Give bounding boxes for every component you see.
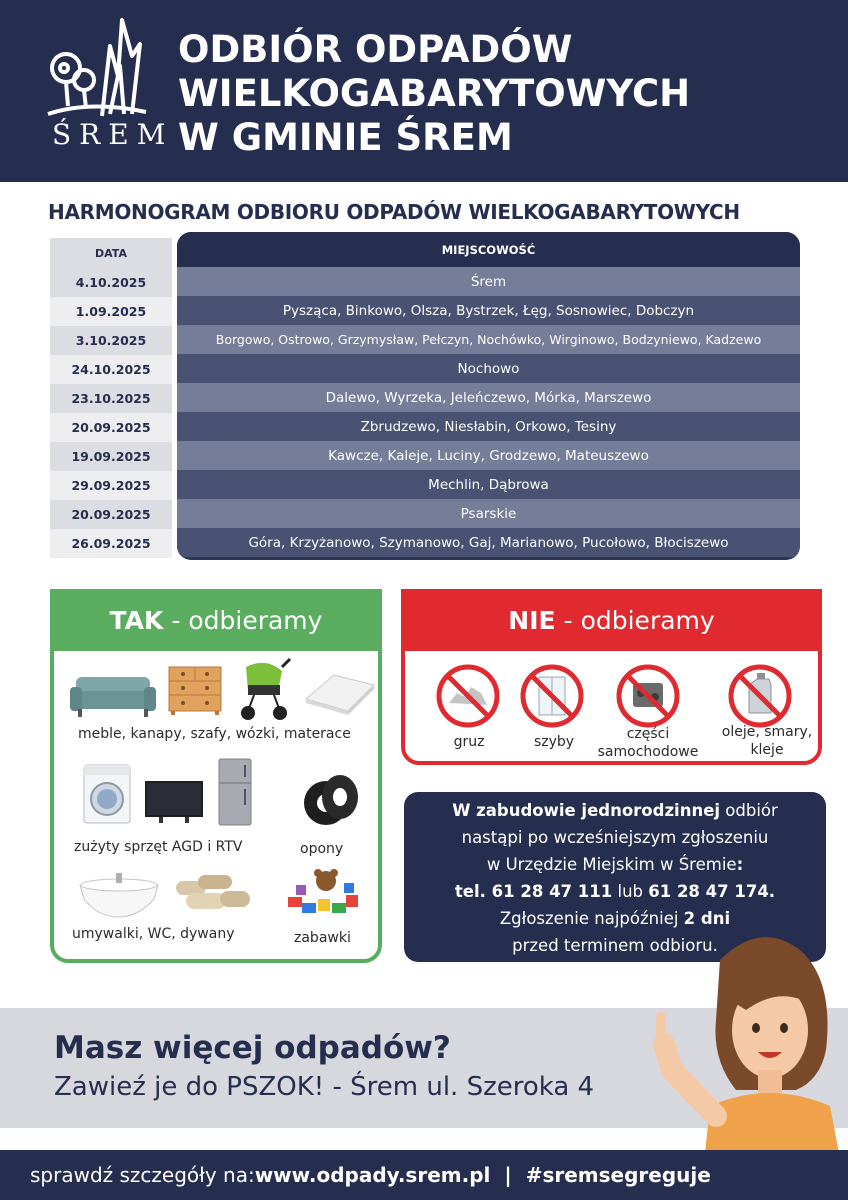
date-header: DATA — [50, 238, 172, 268]
info-colon: : — [736, 855, 744, 874]
accepted-label-electronics: zużyty sprzęt AGD i RTV — [74, 839, 243, 855]
info-line-3 — [404, 851, 826, 878]
place-row: Dalewo, Wyrzeka, Jeleńczewo, Mórka, Marszewo — [177, 383, 800, 412]
schedule-title: HARMONOGRAM ODBIORU ODPADÓW WIELKOGABARYTOWYCH — [48, 200, 740, 224]
phone-1[interactable]: tel. 61 28 47 111 — [454, 882, 613, 901]
accepted-bold: TAK — [109, 605, 164, 635]
accepted-header — [50, 589, 382, 651]
date-cell: 19.09.2025 — [50, 442, 172, 471]
rejected-label-car-parts-line1: części — [626, 726, 670, 742]
toys-icon — [282, 865, 364, 921]
tires-icon — [300, 771, 360, 827]
title-line-1: ODBIÓR ODPADÓW — [178, 28, 573, 71]
rejected-bold: NIE — [508, 605, 556, 635]
place-row: Psarskie — [177, 499, 800, 528]
page-title — [178, 28, 690, 160]
rejected-label-glass: szyby — [533, 734, 575, 750]
place-row: Borgowo, Ostrowo, Grzymysław, Pełczyn, Nochówko, Wirginowo, Bodzyniewo, Kadzewo — [177, 325, 800, 354]
info-bold: W zabudowie jednorodzinnej — [452, 801, 721, 820]
places-header: MIEJSCOWOŚĆ — [177, 232, 800, 267]
info-text: lub — [612, 882, 649, 901]
rubble-forbidden-icon — [435, 663, 501, 729]
pszok-headline: Masz więcej odpadów? — [54, 1030, 451, 1066]
car-parts-forbidden-icon — [615, 663, 681, 729]
logo-text: ŚREM — [52, 118, 174, 151]
mattress-icon — [304, 671, 376, 715]
place-row: Zbrudzewo, Niesłabin, Orkowo, Tesiny — [177, 412, 800, 441]
place-row: Śrem — [177, 267, 800, 296]
sofa-icon — [70, 671, 156, 719]
footer — [0, 1150, 848, 1200]
info-line-4 — [404, 878, 826, 905]
title-line-3: W GMINIE ŚREM — [178, 116, 513, 159]
footer-prefix: sprawdź szczegóły na: — [30, 1163, 255, 1187]
date-cell: 20.09.2025 — [50, 500, 172, 529]
footer-link[interactable]: www.odpady.srem.pl — [254, 1163, 491, 1187]
date-cell: 23.10.2025 — [50, 384, 172, 413]
info-text: w Urzędzie Miejskim w Śremie — [486, 855, 737, 874]
footer-separator: | — [504, 1163, 512, 1187]
title-line-2: WIELKOGABARYTOWYCH — [178, 72, 691, 115]
date-cell: 29.09.2025 — [50, 471, 172, 500]
info-text: odbiór — [720, 801, 778, 820]
phone-2[interactable]: 61 28 47 174. — [648, 882, 776, 901]
place-row: Kawcze, Kaleje, Luciny, Grodzewo, Mateuszewo — [177, 441, 800, 470]
places-table — [177, 232, 800, 560]
accepted-rest: - odbieramy — [171, 605, 323, 635]
date-cell: 20.09.2025 — [50, 413, 172, 442]
date-cell: 24.10.2025 — [50, 355, 172, 384]
info-text: Zgłoszenie najpóźniej — [499, 909, 684, 928]
date-cell: 1.09.2025 — [50, 297, 172, 326]
place-row: Mechlin, Dąbrowa — [177, 470, 800, 499]
info-line-6: przed terminem odbioru. — [512, 936, 718, 955]
washing-machine-icon — [82, 763, 132, 825]
place-row: Pysząca, Binkowo, Olsza, Bystrzek, Łęg, Sosnowiec, Dobczyn — [177, 296, 800, 325]
dresser-icon — [167, 665, 223, 717]
accepted-label-bathroom: umywalki, WC, dywany — [72, 926, 235, 942]
date-cell: 4.10.2025 — [50, 268, 172, 297]
rejected-items-box — [401, 589, 822, 765]
glass-forbidden-icon — [519, 663, 585, 729]
date-column — [50, 238, 172, 558]
rejected-label-oils-line1: oleje, smary, — [721, 724, 813, 740]
sink-icon — [78, 873, 160, 919]
rejected-label-car-parts-line2: samochodowe — [597, 744, 699, 760]
rejected-label-rubble: gruz — [453, 734, 485, 750]
date-cell: 3.10.2025 — [50, 326, 172, 355]
rejected-label-oils-line2: kleje — [750, 742, 784, 758]
place-row: Nochowo — [177, 354, 800, 383]
accepted-label-furniture: meble, kanapy, szafy, wózki, materace — [78, 726, 351, 742]
place-row: Góra, Krzyżanowo, Szymanowo, Gaj, Marianowo, Pucołowo, Błociszewo — [177, 528, 800, 557]
rejected-label-oils — [715, 723, 819, 759]
fridge-icon — [217, 757, 253, 827]
info-line-2: nastąpi po wcześniejszym zgłoszeniu — [461, 828, 769, 847]
accepted-label-tires: opony — [300, 841, 344, 857]
rejected-rest: - odbieramy — [563, 605, 715, 635]
rejected-header — [401, 589, 822, 651]
oil-forbidden-icon — [727, 663, 793, 729]
tv-icon — [143, 779, 205, 825]
info-line-1 — [404, 797, 826, 824]
info-deadline: 2 dni — [683, 909, 731, 928]
carpets-icon — [172, 871, 254, 917]
header — [0, 0, 848, 182]
accepted-label-toys: zabawki — [294, 930, 351, 946]
footer-hashtag: #sremsegreguje — [525, 1163, 711, 1187]
rejected-label-car-parts — [589, 725, 707, 761]
accepted-items-box — [50, 589, 382, 963]
date-cell: 26.09.2025 — [50, 529, 172, 558]
stroller-icon — [238, 657, 294, 723]
pszok-subline: Zawieź je do PSZOK! - Śrem ul. Szeroka 4 — [54, 1072, 595, 1102]
